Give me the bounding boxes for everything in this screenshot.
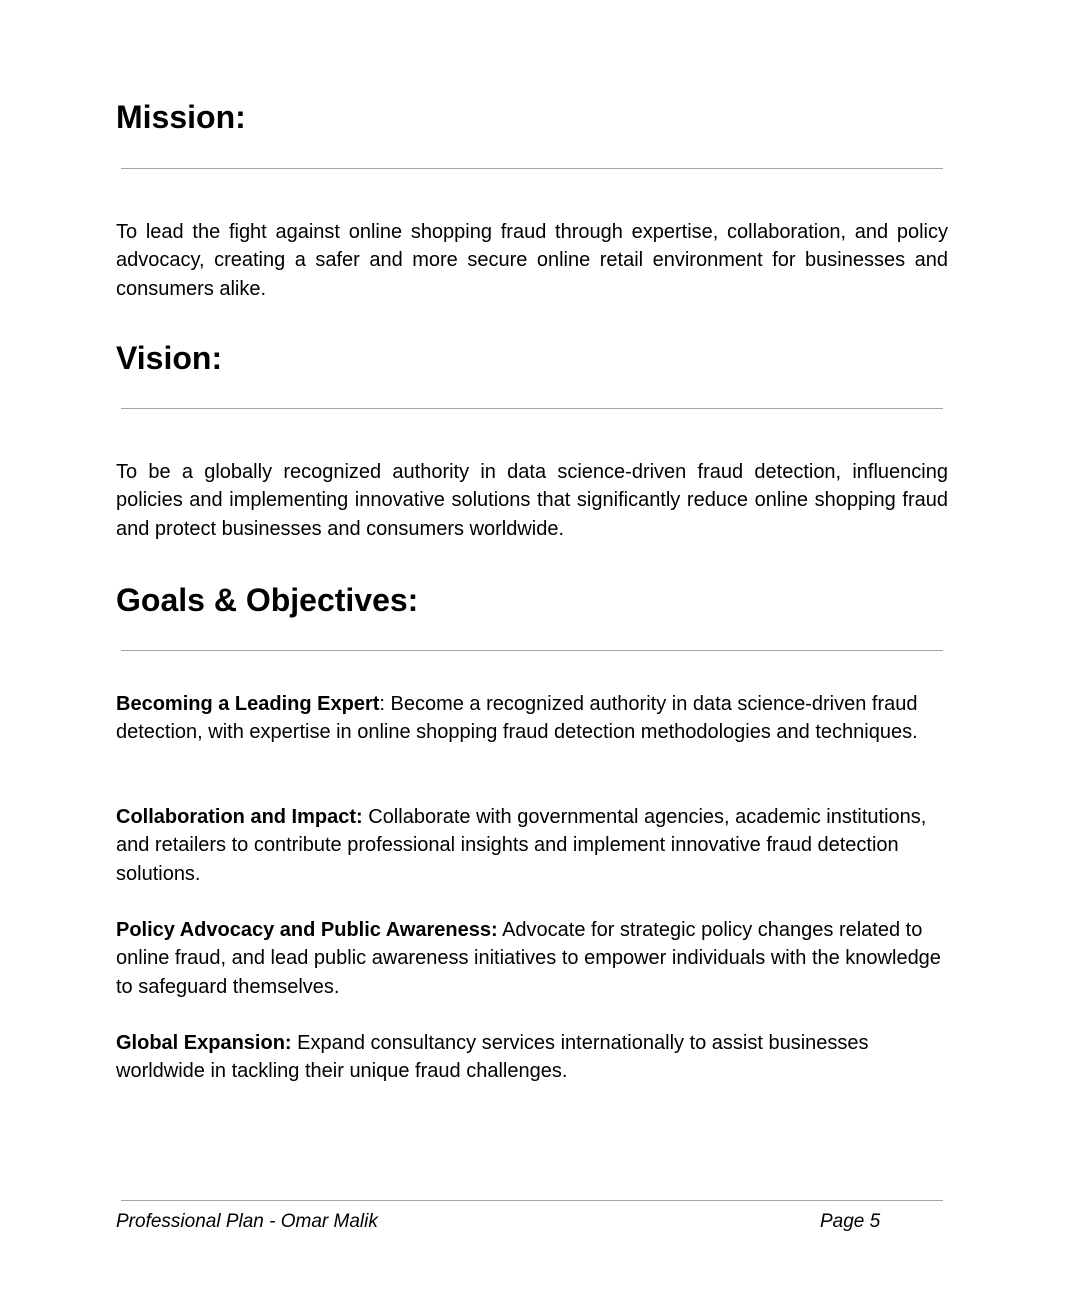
mission-heading: Mission: <box>116 99 246 135</box>
goal-item-policy-advocacy <box>116 916 948 1001</box>
goals-heading: Goals & Objectives: <box>116 582 419 618</box>
footer-divider <box>121 1200 943 1201</box>
vision-divider <box>121 408 943 409</box>
goals-divider <box>121 650 943 651</box>
goal-item-global-expansion <box>116 1029 948 1086</box>
goal-item-text: Collaborate with governmental agencies, academic institutions, and retailers to contribute professional insights and implement innovative fraud detection solutions. <box>116 806 927 885</box>
mission-divider <box>121 168 943 169</box>
goal-item-text: Advocate for strategic policy changes related to online fraud, and lead public awareness initiatives to empower individuals with the knowledge to safeguard themselves. <box>116 919 941 998</box>
goal-item-text: : Become a recognized authority in data science-driven fraud detection, with expertise in online shopping fraud detection methodologies and techniques. <box>116 693 918 744</box>
footer-title: Professional Plan - Omar Malik <box>116 1211 378 1232</box>
goal-item-title: Collaboration and Impact: <box>116 806 363 828</box>
goal-item-collaboration <box>116 803 948 888</box>
goal-item-leading-expert <box>116 690 948 747</box>
goal-item-title: Global Expansion: <box>116 1032 292 1054</box>
goal-item-title: Policy Advocacy and Public Awareness: <box>116 919 498 941</box>
vision-heading: Vision: <box>116 340 223 376</box>
goal-item-text: Expand consultancy services internationally to assist businesses worldwide in tackling their unique fraud challenges. <box>116 1032 869 1083</box>
page-number: Page 5 <box>820 1211 881 1232</box>
vision-text: To be a globally recognized authority in data science-driven fraud detection, influencing policies and implementing innovative solutions that significantly reduce online shopping fraud and protect businesses and consumers worldwide. <box>116 461 948 540</box>
mission-text: To lead the fight against online shopping fraud through expertise, collaboration, and policy advocacy, creating a safer and more secure online retail environment for businesses and consumers alike. <box>116 221 948 300</box>
goal-item-title: Becoming a Leading Expert <box>116 693 380 715</box>
